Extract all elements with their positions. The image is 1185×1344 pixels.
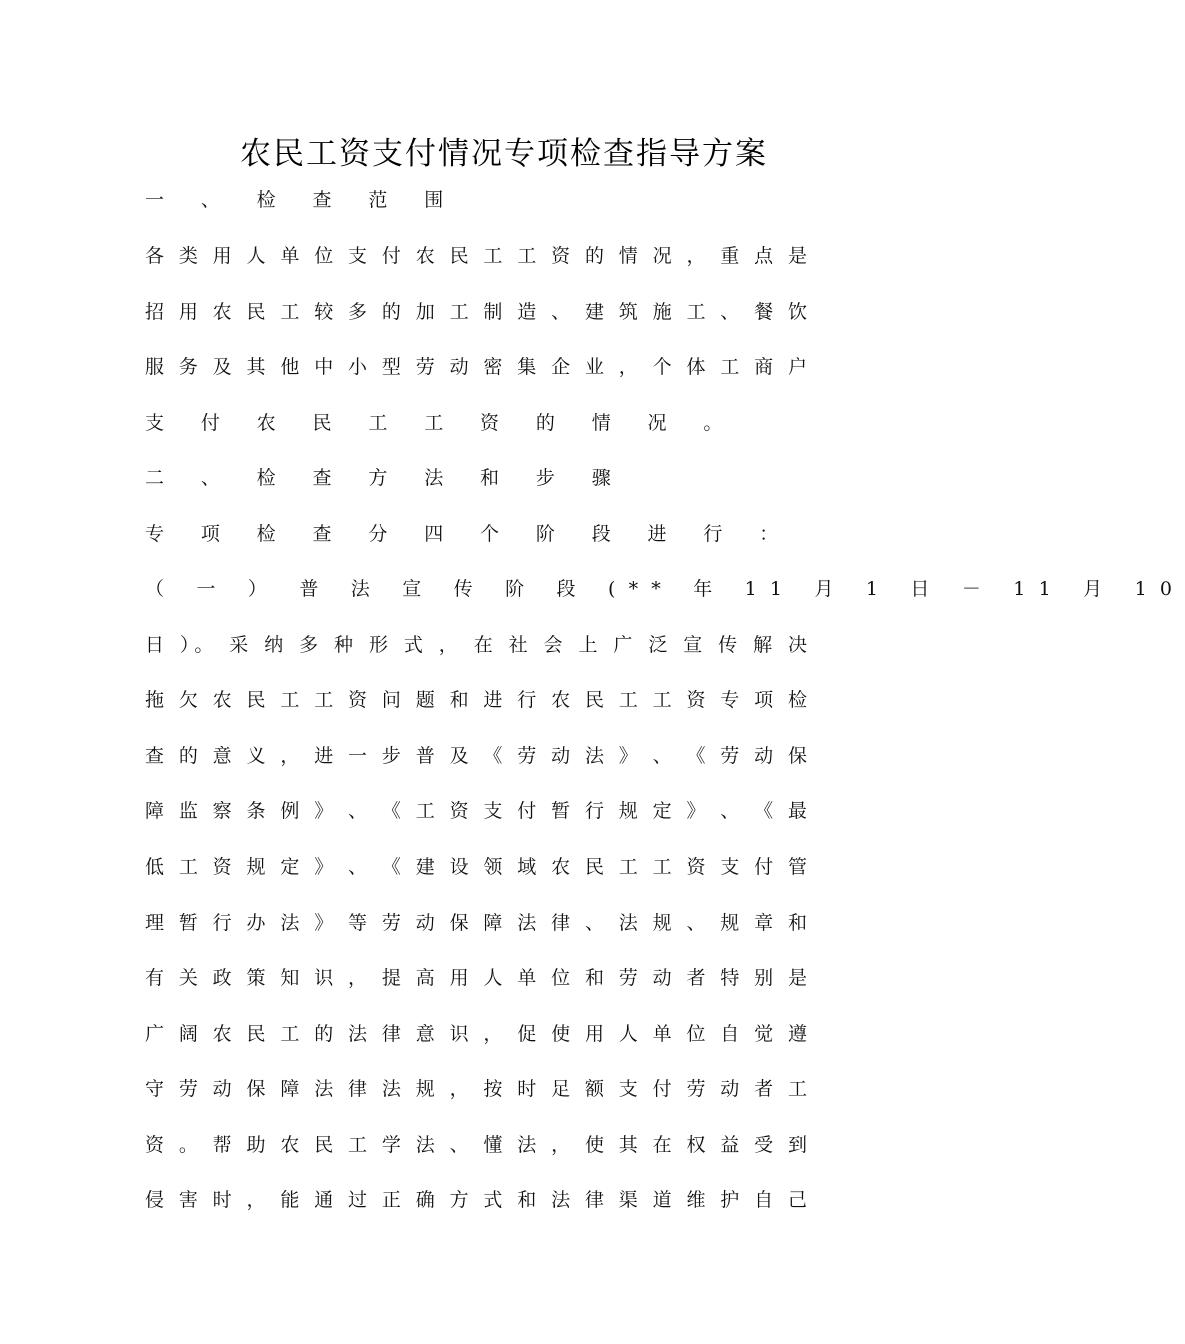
document-title: 农民工资支付情况专项检查指导方案 xyxy=(240,136,768,172)
paragraph-line: 服 务 及 其 他 中 小 型 劳 动 密 集 企 业 ， 个 体 工 商 户 xyxy=(145,356,807,378)
paragraph-line: 侵 害 时 ， 能 通 过 正 确 方 式 和 法 律 渠 道 维 护 自 己 xyxy=(145,1189,807,1211)
paragraph-line: 广 阔 农 民 工 的 法 律 意 识 ， 促 使 用 人 单 位 自 觉 遵 xyxy=(145,1023,807,1045)
paragraph-line: （ 一 ） 普 法 宣 传 阶 段 (** 年 11 月 1 日 － 11 月 10 xyxy=(145,578,1185,600)
paragraph-line: 查 的 意 义 ， 进 一 步 普 及 《 劳 动 法 》 、 《 劳 动 保 xyxy=(145,745,807,767)
paragraph-line: 拖 欠 农 民 工 工 资 问 题 和 进 行 农 民 工 工 资 专 项 检 xyxy=(145,689,807,711)
paragraph-line: 支 付 农 民 工 工 资 的 情 况 。 xyxy=(145,412,738,434)
paragraph-line: 各 类 用 人 单 位 支 付 农 民 工 工 资 的 情 况 ， 重 点 是 xyxy=(145,245,807,267)
paragraph-line: 理 暂 行 办 法 》 等 劳 动 保 障 法 律 、 法 规 、 规 章 和 xyxy=(145,912,807,934)
heading-scope: 一 、 检 查 范 围 xyxy=(145,189,459,211)
paragraph-line: 日 ）。 采 纳 多 种 形 式 ， 在 社 会 上 广 泛 宣 传 解 决 xyxy=(145,634,807,656)
heading-methods: 二 、 检 查 方 法 和 步 骤 xyxy=(145,467,627,489)
paragraph-line: 专 项 检 查 分 四 个 阶 段 进 行 ： xyxy=(145,523,794,545)
paragraph-line: 守 劳 动 保 障 法 律 法 规 ， 按 时 足 额 支 付 劳 动 者 工 xyxy=(145,1078,807,1100)
paragraph-line: 招 用 农 民 工 较 多 的 加 工 制 造 、 建 筑 施 工 、 餐 饮 xyxy=(145,301,807,323)
paragraph-line: 资 。 帮 助 农 民 工 学 法 、 懂 法 ， 使 其 在 权 益 受 到 xyxy=(145,1134,807,1156)
paragraph-line: 低 工 资 规 定 》 、 《 建 设 领 域 农 民 工 工 资 支 付 管 xyxy=(145,856,807,878)
paragraph-line: 障 监 察 条 例 》 、 《 工 资 支 付 暂 行 规 定 》 、 《 最 xyxy=(145,800,807,822)
paragraph-line: 有 关 政 策 知 识 ， 提 高 用 人 单 位 和 劳 动 者 特 别 是 xyxy=(145,967,807,989)
